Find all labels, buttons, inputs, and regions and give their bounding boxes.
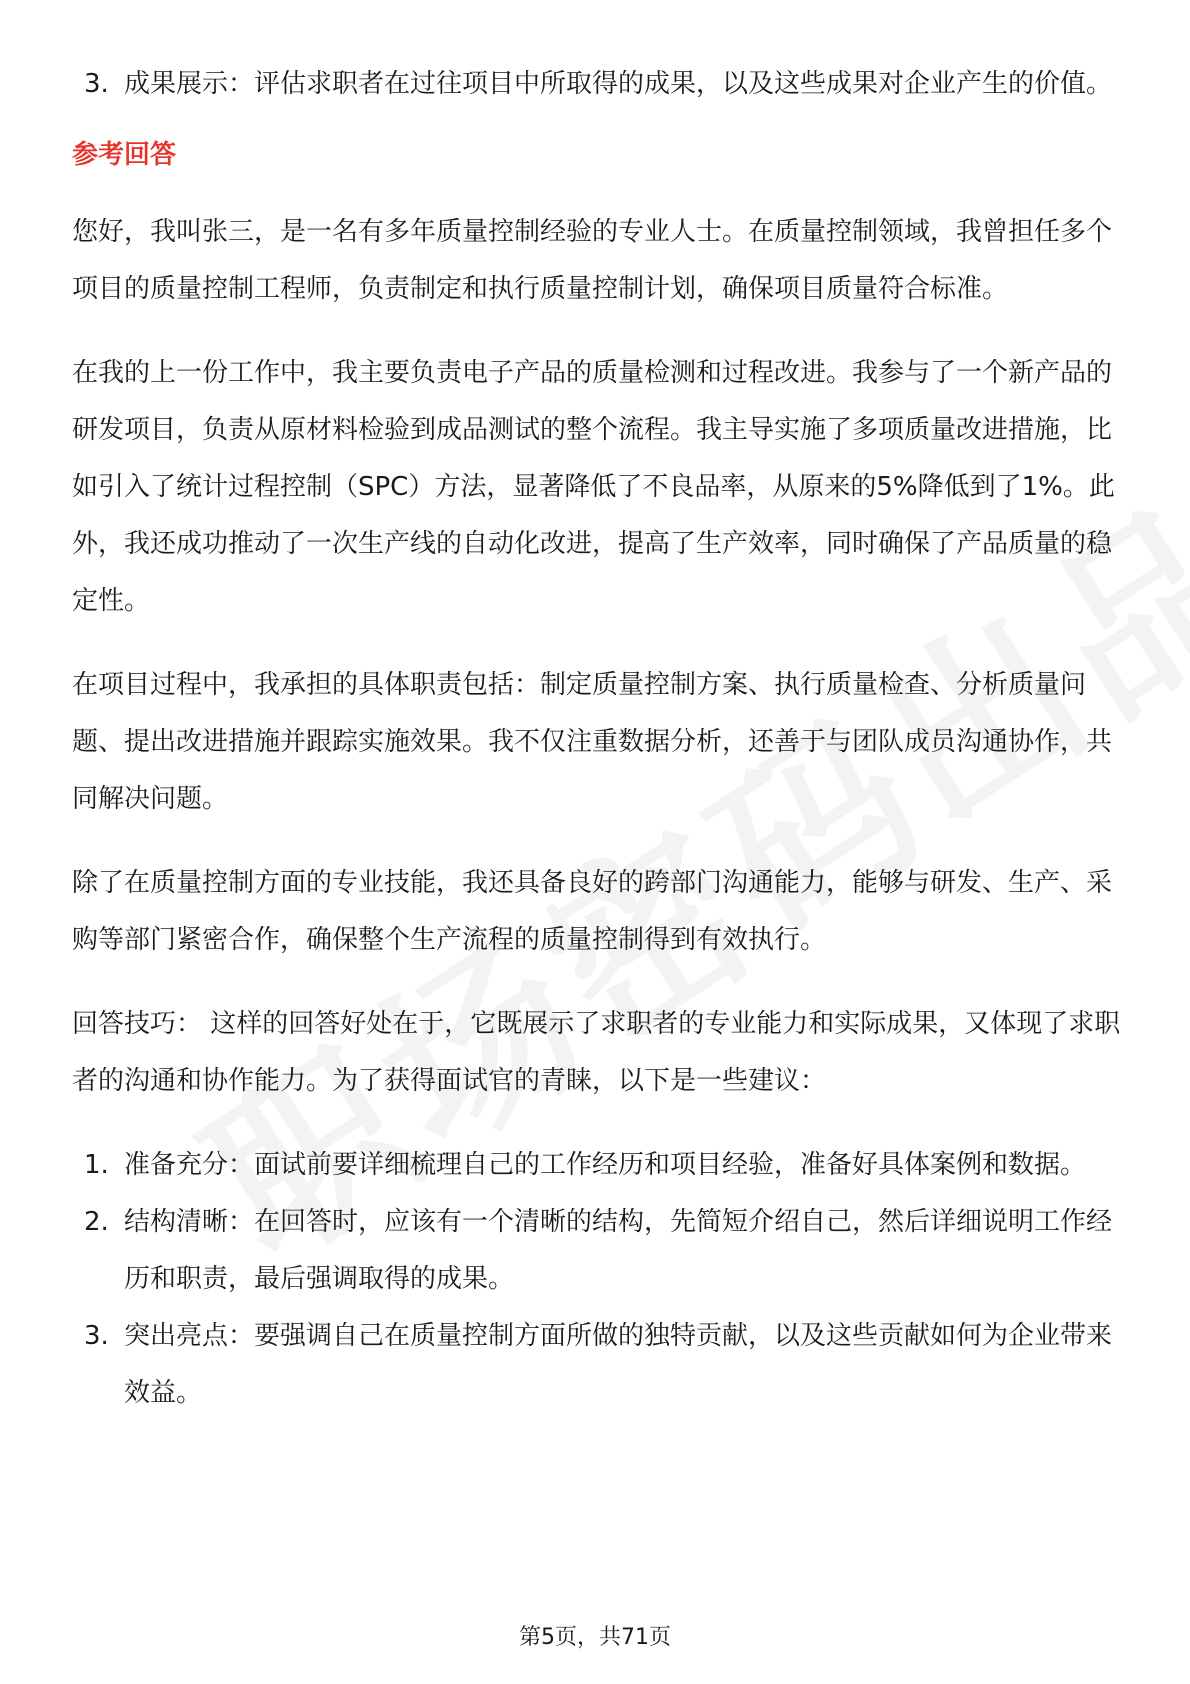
list-item xyxy=(72,1137,1122,1194)
list-item-text: 结构清晰：在回答时，应该有一个清晰的结构，先简短介绍自己，然后详细说明工作经历和职责，最后强调取得的成果。 xyxy=(124,1207,1113,1294)
answer-heading: 参考回答 xyxy=(72,140,177,170)
tips-list xyxy=(72,1137,1122,1422)
list-item-number: 3. xyxy=(84,1321,109,1351)
answer-paragraph-1: 您好，我叫张三，是一名有多年质量控制经验的专业人士。在质量控制领域，我曾担任多个项目的质量控制工程师，负责制定和执行质量控制计划，确保项目质量符合标准。 xyxy=(72,217,1113,304)
list-item-text: 成果展示：评估求职者在过往项目中所取得的成果，以及这些成果对企业产生的价值。 xyxy=(124,69,1113,99)
list-item-text: 突出亮点：要强调自己在质量控制方面所做的独特贡献，以及这些贡献如何为企业带来效益。 xyxy=(124,1321,1113,1408)
page-content xyxy=(72,56,1122,1422)
page-footer: 第5页，共71页 xyxy=(519,1625,671,1650)
answer-paragraph-4: 除了在质量控制方面的专业技能，我还具备良好的跨部门沟通能力，能够与研发、生产、采购等部门紧密合作，确保整个生产流程的质量控制得到有效执行。 xyxy=(72,868,1113,955)
list-item xyxy=(72,1194,1122,1308)
evaluation-list xyxy=(72,56,1122,113)
list-item-number: 3. xyxy=(84,69,109,99)
list-item xyxy=(72,1308,1122,1422)
list-item xyxy=(72,56,1122,113)
list-item-number: 2. xyxy=(84,1207,109,1237)
answer-paragraph-3: 在项目过程中，我承担的具体职责包括：制定质量控制方案、执行质量检查、分析质量问题、提出改进措施并跟踪实施效果。我不仅注重数据分析，还善于与团队成员沟通协作，共同解决问题。 xyxy=(72,670,1113,814)
list-item-text: 准备充分：面试前要详细梳理自己的工作经历和项目经验，准备好具体案例和数据。 xyxy=(124,1150,1087,1180)
answer-paragraph-2: 在我的上一份工作中，我主要负责电子产品的质量检测和过程改进。我参与了一个新产品的研发项目，负责从原材料检验到成品测试的整个流程。我主导实施了多项质量改进措施，比如引入了统计过程控制（SPC）方法，显著降低了不良品率，从原来的5%降低到了1%。此外，我还成功推动了一次生产线的自动化改进，提高了生产效率，同时确保了产品质量的稳定性。 xyxy=(72,358,1115,616)
list-item-number: 1. xyxy=(84,1150,109,1180)
answer-tips-intro: 回答技巧： 这样的回答好处在于，它既展示了求职者的专业能力和实际成果，又体现了求职者的沟通和协作能力。为了获得面试官的青睐，以下是一些建议： xyxy=(72,1009,1121,1096)
